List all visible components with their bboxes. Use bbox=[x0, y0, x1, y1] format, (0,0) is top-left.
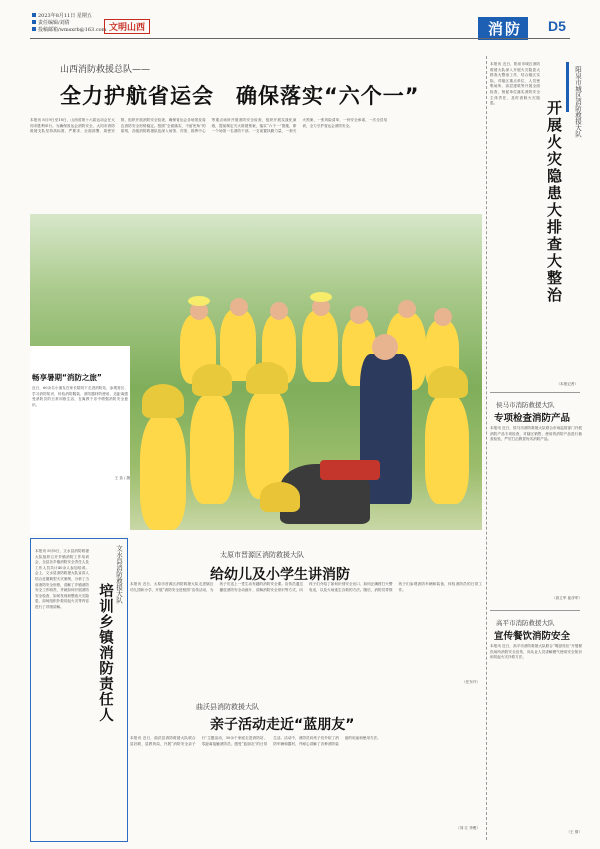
right-divider-2 bbox=[490, 610, 580, 611]
caption-title: 畅享暑期“消防之旅” bbox=[32, 373, 102, 382]
masthead-info bbox=[32, 13, 106, 34]
editor-line: 责任编辑/刘倩 bbox=[38, 20, 70, 26]
page-number: D5 bbox=[548, 18, 566, 34]
right-top-bar bbox=[566, 62, 569, 112]
quwo-author: （刘 江 李俊） bbox=[456, 826, 480, 830]
quwo-headline: 亲子活动走近“蓝朋友” bbox=[210, 717, 355, 733]
right-bottom-body: 本报讯 近日，高平市消防救援大队联合“明厨亮灶”开展餐饮场所消防安全宣传，向从业人员讲解燃气使用安全知识和初起火灾扑救方法。 bbox=[490, 644, 582, 660]
left-feature-box bbox=[30, 538, 128, 842]
right-bottom-credit: （王 倩） bbox=[566, 830, 582, 834]
section-tab: 消防 bbox=[478, 17, 528, 40]
right-bottom-headline: 宣传餐饮消防安全 bbox=[494, 631, 571, 642]
right-mid-kicker: 侯马市消防救援大队 bbox=[496, 401, 555, 409]
masthead bbox=[0, 0, 600, 46]
right-mid-credit: （高立军 崔彦军） bbox=[552, 596, 582, 600]
right-top-body: 本报讯 近日，阳泉市城区消防救援大队深入开展火灾隐患大排查大整治工作，结合辖区实际，对辖区重点单位、人员密集场所、高层建筑等开展全面检查，督促单位落实消防安全主体责任，及时消除火灾隐患。 bbox=[490, 62, 540, 106]
quwo-kicker: 曲沃县消防救援大队 bbox=[196, 703, 259, 711]
lead-headline: 全力护航省运会 确保落实“六个一” bbox=[60, 84, 420, 108]
taiyuan-body: 本报讯 近日，太原市晋源区消防救援大队走进辖区幼儿园和小学，开展“消防安全进校园”宣传活动，为孩子们送上一堂生动有趣的消防安全课。宣传员通过播放消防安全动画片、讲解消防安全常识等方式，向孩子们介绍了如何识别安全出口、如何正确拨打火警电话，以及火场逃生自救的方法。随后，消防员带领孩子们参观消防车辆和装备，体验消防员的日常工作。 bbox=[130, 582, 482, 592]
taiyuan-author: （任东升） bbox=[462, 680, 480, 684]
right-top-kicker: 阳泉市城区消防救援大队 bbox=[574, 66, 582, 138]
caption-text: 近日，60余名小朋友在家长陪同下走进消防站，参观营区、学习消防知识，体验消防服装、消防器材的使用，近距离感受消防员的日常训练生活，在寓教于乐中增强消防安全意识。 bbox=[32, 386, 128, 407]
left-feature-subhead: 文水县消防救援大队 bbox=[115, 545, 123, 604]
photo-caption bbox=[30, 346, 130, 534]
right-mid-body: 本报讯 近日，侯马市消防救援大队联合市场监管部门开展消防产品专项检查，对辖区销售、使用的消防产品进行抽查检验，严厉打击假冒伪劣消防产品。 bbox=[490, 426, 582, 442]
right-mid-headline: 专项检查消防产品 bbox=[494, 413, 571, 424]
left-feature-headline: 培训乡镇消防责任人 bbox=[97, 583, 114, 723]
taiyuan-headline: 给幼儿及小学生讲消防 bbox=[210, 567, 350, 583]
lead-body: 本报讯 8月9日至18日，山西省第十六届运动会在大同市胜利举行。为确保省运会消防安全，大同市消防救援支队坚持高标准、严要求、全面部署、周密安排，组织开展消防安全检查，确保省运会各场馆及周边消防安全形势稳定。按照“全面落实、不留死角”的原则，各级消防救援队伍深入场馆、宾馆、指挥中心等重点场所开展消防安全检查，组织开展实战化演练，提前制定灭火救援预案，落实“六个一”措施，即一个场馆一名消防干部、一支前置执勤力量、一套灭火预案、一张风险清单、一份安全承诺、一次全员培训，全力守护省运会消防安全。 bbox=[30, 118, 388, 134]
paper-logo: 文明山西 bbox=[104, 19, 150, 34]
masthead-rule bbox=[30, 38, 570, 39]
right-top-credit: （本报记者） bbox=[556, 382, 578, 386]
right-column-divider bbox=[486, 56, 487, 840]
right-bottom-kicker: 高平市消防救援大队 bbox=[496, 619, 555, 627]
left-feature-body: 本报讯 8月8日，文水县消防救援大队组织召开乡镇消防工作培训会，全县各乡镇消防安全责任人及工作人员共计40余人参加培训。会上，文水县消防救援大队宣讲人结合近期典型火灾案例，分析了当前消防安全形势，讲解了乡镇消防安全工作职责，并就如何开展消防安全检查、如何发现和整改火灾隐患、如何组织扑救初起火灾等内容进行了详细讲解。 bbox=[35, 549, 89, 609]
quwo-body: 本报讯 近日，曲沃县消防救援大队联合县妇联、县教育局，开展“消防安全亲子行”主题活动，30余个家庭走进消防站，零距离接触消防员，感受“蓝朋友”的日常生活。活动中，消防员向孩子们介绍了消防车辆和器材，并耐心讲解了各种消防装备的用途和使用方法。 bbox=[130, 736, 381, 746]
lead-kicker: 山西消防救援总队—— bbox=[60, 65, 151, 75]
right-divider-1 bbox=[490, 392, 580, 393]
taiyuan-kicker: 太原市晋源区消防救援大队 bbox=[220, 551, 304, 559]
email-line: 投稿邮箱/wmsxrb@163.com bbox=[38, 27, 107, 33]
photo-credit: 王 蕊 / 摄 bbox=[114, 476, 130, 480]
right-top-headline: 开展火灾隐患大排查大整治 bbox=[545, 100, 563, 304]
date-line: 2023年8月11日 星期五 bbox=[38, 13, 92, 19]
